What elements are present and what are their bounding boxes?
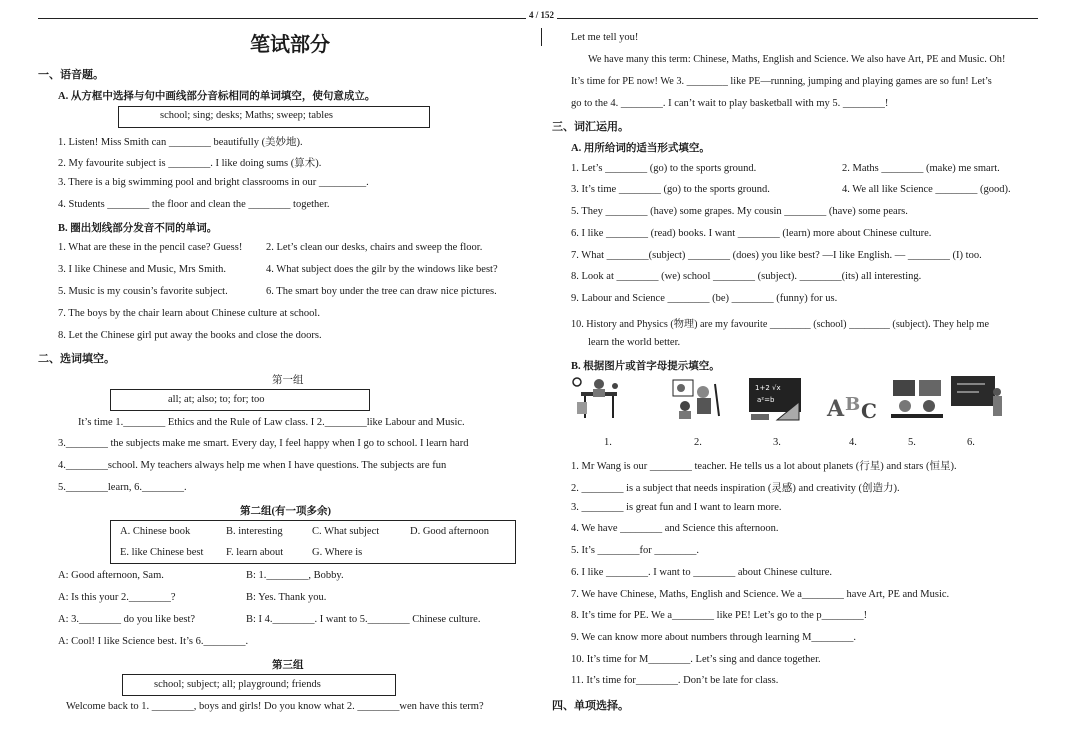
picture-label-4: 4. [849,437,857,448]
picture-question-8: 8. It’s time for PE. We a________ like PE! Let’s go to the p________! [571,610,868,621]
picture-label-6: 6. [967,437,975,448]
vocab-5: 5. They ________ (have) some grapes. My cousin ________ (have) some pears. [571,206,908,217]
vocab-10: 10. History and Physics (物理) are my favourite ________ (school) ________ (subject). They help me [571,319,989,330]
question-b7: 7. The boys by the chair learn about Chinese culture at school. [58,308,320,319]
section-1b-instruction: B. 圈出划线部分发音不同的单词。 [58,223,218,234]
group-1-line-4: 5.________learn, 6.________. [58,482,187,493]
picture-label-5: 5. [908,437,916,448]
option-f: F. learn about [226,547,284,558]
page-number: 4 / 152 [526,10,557,20]
question-b3: 3. I like Chinese and Music, Mrs Smith. [58,264,226,275]
word-box-group-3-text: school; subject; all; playground; friends [154,679,321,690]
abc-letters-picture [825,376,881,422]
question-a3: 3. There is a big swimming pool and bright classrooms in our _________. [58,177,369,188]
vocab-9: 9. Labour and Science ________ (be) ________ (funny) for us. [571,293,838,304]
question-b6: 6. The smart boy under the tree can draw nice pictures. [266,286,497,297]
word-box-a-text: school; sing; desks; Maths; sweep; tables [160,110,333,121]
picture-question-2: 2. ________ is a subject that needs inspiration (灵感) and creativity (创造力). [571,483,900,494]
picture-question-11: 11. It’s time for________. Don’t be late for class. [571,675,779,686]
picture-label-1: 1. [604,437,612,448]
svg-text:A: A [827,396,845,422]
option-g: G. Where is [312,547,363,558]
question-b2: 2. Let’s clean our desks, chairs and sweep the floor. [266,242,483,253]
picture-question-6: 6. I like ________. I want to ________ about Chinese culture. [571,567,832,578]
picture-question-1: 1. Mr Wang is our ________ teacher. He tells us a lot about planets (行星) and stars (恒星). [571,461,957,472]
group-3-line-1: Welcome back to 1. ________, boys and girls! Do you know what 2. ________wen have this term? [66,701,484,712]
svg-text:C: C [861,399,877,422]
section-3-heading: 三、词汇运用。 [552,121,629,133]
vocab-10-cont: learn the world better. [588,337,681,348]
section-3a-instruction: A. 用所给词的适当形式填空。 [571,143,710,154]
vocab-1: 1. Let’s ________ (go) to the sports ground. [571,163,757,174]
picture-question-4: 4. We have ________ and Science this afternoon. [571,523,779,534]
group-1-line-1: It’s time 1.________ Ethics and the Rule of Law class. I 2.________like Labour and Music. [78,417,465,428]
passage-line-3: It’s time for PE now! We 3. ________ like PE—running, jumping and playing games are so fun! Let’s [571,76,992,87]
passage-line-2: We have many this term: Chinese, Maths, English and Science. We also have Art, PE and Music. Oh! [588,54,1006,65]
group-2-title: 第二组(有一项多余) [240,506,331,517]
picture-question-9: 9. We can know more about numbers through learning M________. [571,632,857,643]
vocab-6: 6. I like ________ (read) books. I want ________ (learn) more about Chinese culture. [571,228,932,239]
svg-text:a²=b: a²=b [757,396,775,404]
maths-class-picture [747,376,803,422]
picture-row [571,374,1021,434]
section-1-heading: 一、语音题。 [38,69,104,81]
section-3b-instruction: B. 根据图片或首字母提示填空。 [571,361,720,372]
vocab-7: 7. What ________(subject) ________ (does) you like best? —I like English. — ________ (I) too. [571,250,982,261]
option-b: B. interesting [226,526,283,537]
vocab-3: 3. It’s time ________ (go) to the sports ground. [571,184,770,195]
passage-line-4: go to the 4. ________. I can’t wait to play basketball with my 5. ________! [571,98,889,109]
blackboard-teacher-picture [949,374,1005,420]
section-4-heading: 四、单项选择。 [552,700,629,712]
group-3-title: 第三组 [272,660,304,671]
dialog-1a: A: Good afternoon, Sam. [58,570,164,581]
question-a1: 1. Listen! Miss Smith can ________ beautifully (美妙地). [58,137,303,148]
vocab-8: 8. Look at ________ (we) school ________ (subject). ________(its) all interesting. [571,271,922,282]
passage-line-1: Let me tell you! [571,32,639,43]
page-title: 笔试部分 [250,32,330,56]
science-teacher-picture [571,376,627,422]
option-e: E. like Chinese best [120,547,204,558]
computer-class-picture [889,376,945,422]
section-1a-instruction: A. 从方框中选择与句中画线部分音标相同的单词填空，使句意成立。 [58,91,376,102]
question-b1: 1. What are these in the pencil case? Guess! [58,242,243,253]
art-class-picture [669,376,725,422]
picture-label-2: 2. [694,437,702,448]
option-a: A. Chinese book [120,526,191,537]
dialog-4a: A: Cool! I like Science best. It’s 6.________. [58,636,249,647]
group-1-line-2: 3.________ the subjects make me smart. Every day, I feel happy when I go to school. I learn hard [58,438,469,449]
question-b5: 5. Music is my cousin’s favorite subject. [58,286,228,297]
picture-question-3: 3. ________ is great fun and I want to learn more. [571,502,782,513]
option-c: C. What subject [312,526,380,537]
group-1-title: 第一组 [272,375,304,386]
picture-question-10: 10. It’s time for M________. Let’s sing and dance together. [571,654,821,665]
svg-text:B: B [845,394,861,415]
question-a4: 4. Students ________ the floor and clean the ________ together. [58,199,330,210]
picture-question-5: 5. It’s ________for ________. [571,545,700,556]
dialog-1b: B: 1.________, Bobby. [246,570,344,581]
dialog-2b: B: Yes. Thank you. [246,592,327,603]
picture-question-7: 7. We have Chinese, Maths, English and Science. We a________ have Art, PE and Music. [571,589,950,600]
column-divider [541,28,542,46]
question-b4: 4. What subject does the gilr by the windows like best? [266,264,498,275]
dialog-2a: A: Is this your 2.________? [58,592,176,603]
word-box-group-1-text: all; at; also; to; for; too [168,394,265,405]
svg-text:1+2 √x: 1+2 √x [755,384,781,392]
vocab-4: 4. We all like Science ________ (good). [842,184,1011,195]
vocab-2: 2. Maths ________ (make) me smart. [842,163,1000,174]
dialog-3a: A: 3.________ do you like best? [58,614,196,625]
question-b8: 8. Let the Chinese girl put away the books and close the doors. [58,330,322,341]
question-a2: 2. My favourite subject is ________. I like doing sums (算术). [58,158,322,169]
picture-label-3: 3. [773,437,781,448]
dialog-3b: B: I 4.________. I want to 5.________ Chinese culture. [246,614,481,625]
option-d: D. Good afternoon [410,526,490,537]
section-2-heading: 二、选词填空。 [38,353,115,365]
group-1-line-3: 4.________school. My teachers always help me when I have questions. The subjects are fun [58,460,447,471]
